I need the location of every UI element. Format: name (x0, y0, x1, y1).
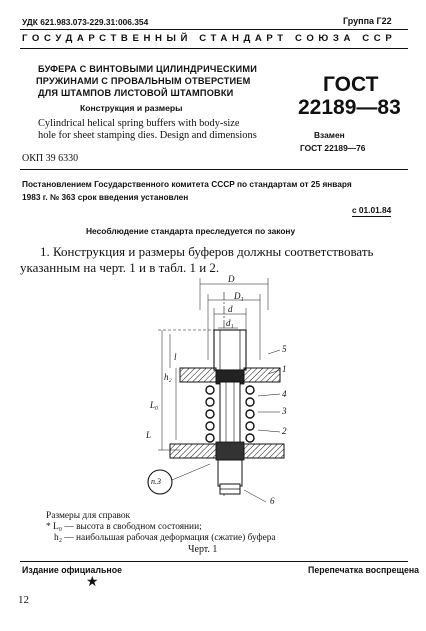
label-d1: d₁ (226, 318, 234, 328)
okp-rule (20, 169, 408, 170)
english-title-line-2: hole for sheet stamping dies. Design and dimensions (38, 130, 257, 141)
buffer-drawing (140, 270, 300, 510)
label-L: L (146, 430, 152, 440)
label-part-2: 2 (282, 426, 287, 436)
banner-rule (20, 48, 408, 49)
law-notice: Несоблюдение стандарта преследуется по закону (86, 226, 296, 236)
body-paragraph-line-2: указанным на черт. 1 и в табл. 1 и 2. (20, 260, 220, 275)
label-d: d (228, 304, 233, 314)
gost-number: 22189—83 (298, 96, 401, 119)
title-line-1: БУФЕРА С ВИНТОВЫМИ ЦИЛИНДРИЧЕСКИМИ (38, 64, 258, 74)
udk-code: УДК 621.983.073-229.31:006.354 (22, 17, 149, 27)
group-code: Группа Г22 (343, 16, 392, 26)
star-icon: ★ (86, 575, 99, 590)
label-part-6: 6 (270, 496, 275, 506)
label-L0: L₀ (150, 400, 159, 410)
figure-caption: Черт. 1 (188, 544, 218, 555)
gost-label: ГОСТ (323, 73, 379, 96)
label-D: D (228, 274, 235, 284)
footer-rule (20, 561, 408, 562)
title-line-2: ПРУЖИНАМИ С ПРОВАЛЬНЫМ ОТВЕРСТИЕМ (36, 76, 251, 86)
label-reference: п.3 (151, 477, 161, 486)
top-rule (20, 29, 408, 30)
official-edition: Издание официальное (22, 565, 122, 575)
note-h2: h₂ — наибольшая рабочая деформация (сжатие) буфера (54, 533, 276, 543)
reprint-prohibited: Перепечатка воспрещена (308, 565, 420, 575)
replaces-standard: ГОСТ 22189—76 (300, 143, 366, 153)
decree-line-2: 1983 г. № 363 срок введения установлен (22, 192, 189, 202)
title-line-3: ДЛЯ ШТАМПОВ ЛИСТОВОЙ ШТАМПОВКИ (38, 88, 234, 98)
body-paragraph-line-1: 1. Конструкция и размеры буферов должны соответствовать (40, 244, 374, 259)
label-part-5: 5 (282, 344, 287, 354)
english-title-line-1: Cylindrical helical spring buffers with body-size (38, 118, 240, 129)
notes-title: Размеры для справок (46, 511, 131, 521)
label-l: l (174, 352, 177, 362)
effective-date: с 01.01.84 (352, 205, 392, 215)
title-subtitle: Конструкция и размеры (80, 103, 183, 113)
label-h2: h₂ (164, 372, 172, 382)
label-part-3: 3 (282, 406, 287, 416)
replaces-label: Взамен (314, 130, 345, 140)
label-D1: D₁ (234, 291, 244, 301)
note-l0: * L₀ — высота в свободном состоянии; (46, 522, 202, 532)
okp-code: ОКП 39 6330 (22, 153, 79, 164)
label-part-4: 4 (282, 389, 287, 399)
standard-banner: ГОСУДАРСТВЕННЫЙ СТАНДАРТ СОЮЗА ССР (22, 33, 397, 44)
label-part-1: 1 (282, 364, 287, 374)
page-number: 12 (18, 594, 29, 606)
decree-line-1: Постановлением Государственного комитета СССР по стандартам от 25 января (22, 179, 352, 189)
